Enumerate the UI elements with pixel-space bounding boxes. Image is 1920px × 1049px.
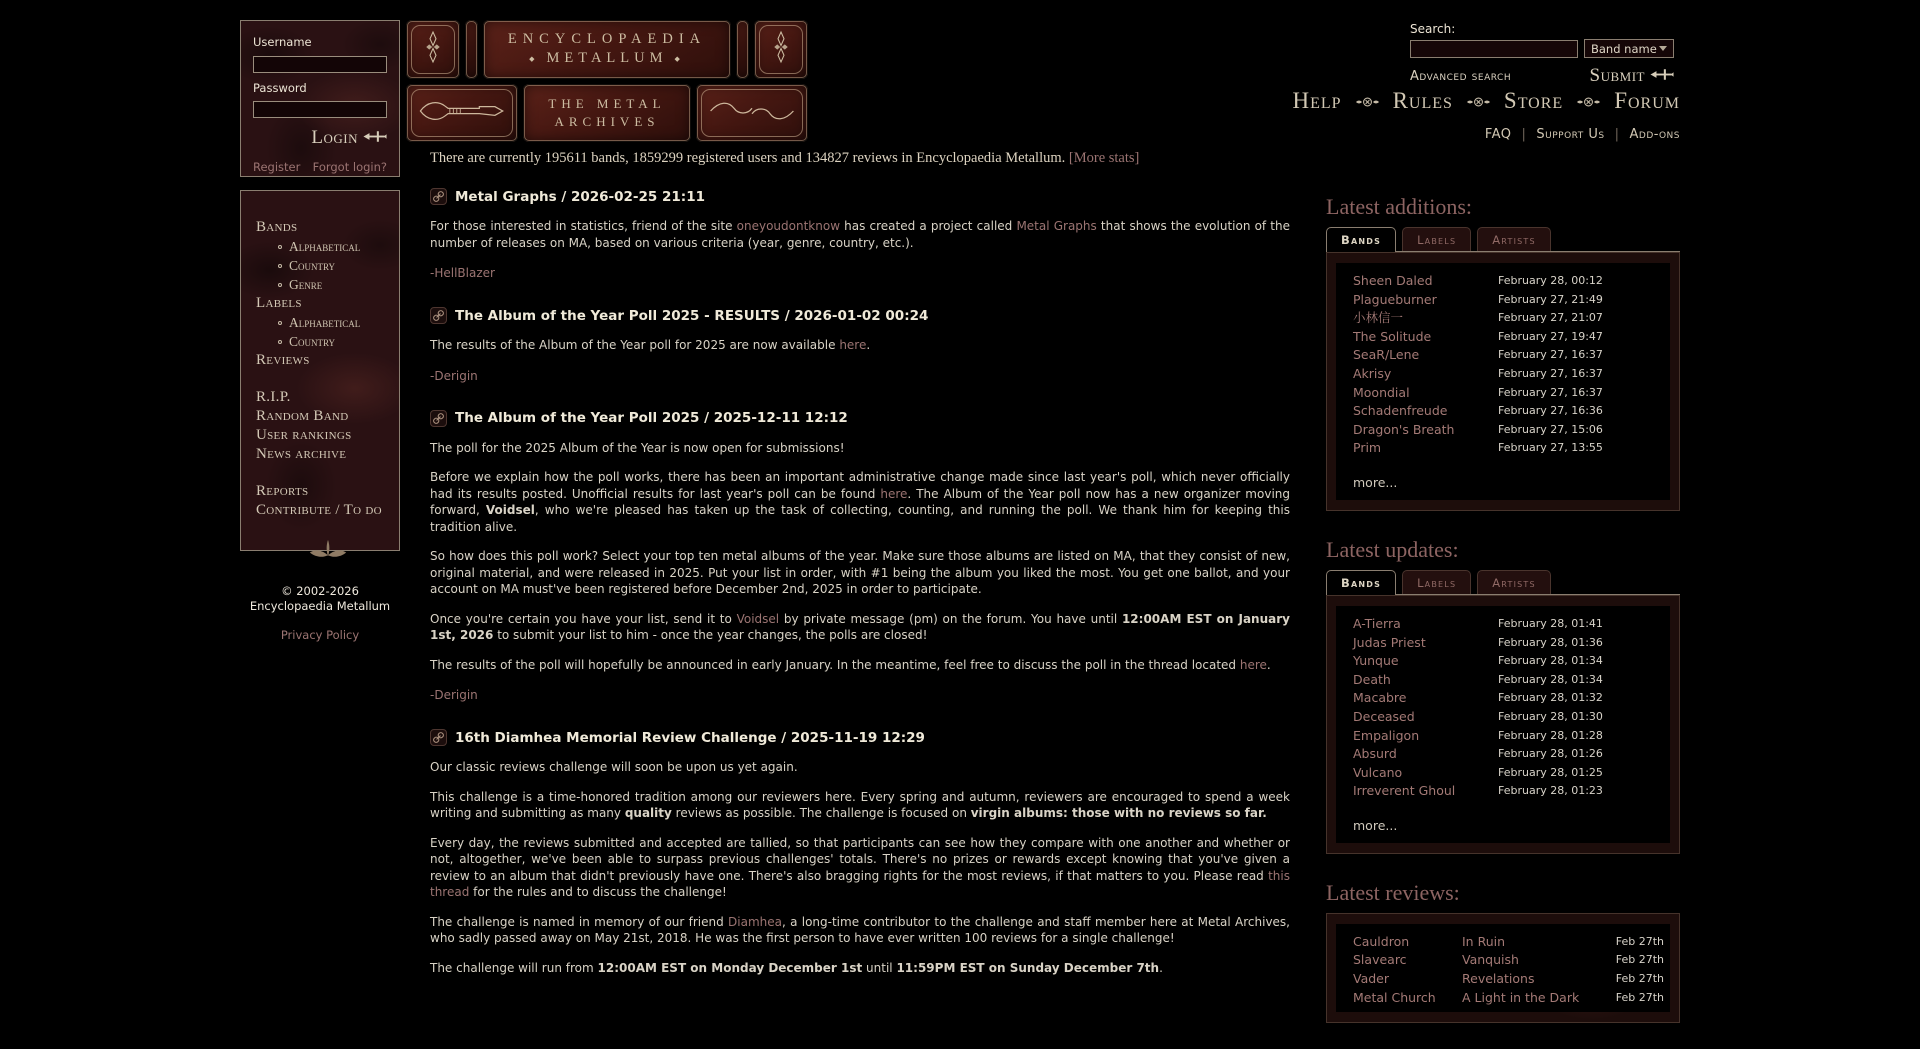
page — [240, 0, 1680, 1005]
sidebar-subitem-label: Genre — [289, 277, 323, 292]
panel-list — [1336, 924, 1670, 1012]
sidebar-subitem-label: Alphabetical — [289, 315, 361, 330]
added-date: February 28, 01:34 — [1498, 672, 1603, 686]
review-row — [1336, 951, 1670, 970]
diamond-icon: ◆ — [674, 54, 685, 63]
news-text-segment: by private message (pm) on the forum. You have until — [779, 611, 1122, 626]
news-title-text: Metal Graphs / 2026-02-25 21:11 — [455, 188, 705, 205]
review-row — [1336, 989, 1670, 1008]
added-date: February 27, 19:47 — [1498, 329, 1603, 343]
tab-artists[interactable]: Artists — [1477, 227, 1551, 251]
nav-rules[interactable]: Rules — [1392, 88, 1453, 113]
news-title-text: The Album of the Year Poll 2025 - RESULTS / 2026-01-02 00:24 — [455, 307, 929, 324]
logo-title-spine — [483, 20, 731, 79]
band-name-link[interactable]: Judas Priest — [1353, 634, 1426, 650]
news-feed — [430, 188, 1290, 976]
tab-bands[interactable]: Bands — [1326, 227, 1396, 252]
news-text-segment: to submit your list to him - once the year changes, the polls are closed! — [493, 628, 928, 642]
review-date: Feb 27th — [1615, 990, 1664, 1004]
list-item — [1336, 291, 1670, 310]
band-name-link[interactable]: Yunque — [1353, 653, 1399, 669]
tab-labels[interactable]: Labels — [1402, 227, 1471, 251]
tab-bands[interactable]: Bands — [1326, 570, 1396, 595]
review-band-link[interactable]: Cauldron — [1353, 933, 1410, 949]
news-signature[interactable]: -HellBlazer — [430, 266, 495, 280]
news-link[interactable]: Metal Graphs — [1016, 219, 1097, 233]
list-item — [1336, 745, 1670, 764]
news-text-segment: for the rules and to discuss the challenge! — [469, 885, 727, 899]
logo-ornament-spine — [406, 20, 460, 79]
sidebar-subitem-genre[interactable] — [256, 275, 399, 294]
news-signature[interactable]: -Derigin — [430, 368, 478, 383]
band-name-link[interactable]: Schadenfreude — [1353, 403, 1448, 419]
news-text-segment: 11:59PM EST on Sunday December 7th — [896, 960, 1160, 975]
news-link[interactable]: here — [839, 338, 867, 352]
news-link[interactable]: here — [880, 486, 908, 501]
news-link[interactable]: here — [1239, 657, 1267, 672]
band-name-link[interactable]: Macabre — [1353, 690, 1407, 706]
news-paragraph — [430, 914, 1290, 947]
more-link[interactable]: more... — [1353, 474, 1398, 490]
panel-title: Latest updates: — [1326, 536, 1459, 562]
more-link[interactable]: more... — [1353, 817, 1398, 833]
ornament-icon — [1576, 88, 1601, 114]
list-item — [1336, 764, 1670, 783]
added-date: February 28, 01:28 — [1498, 728, 1603, 742]
sidebar-subitem-country[interactable] — [256, 256, 399, 275]
list-item — [1336, 272, 1670, 291]
sidebar-subitem-alphabetical[interactable] — [256, 313, 399, 332]
sidebar-subitem-label: Country — [289, 334, 336, 349]
copyright — [240, 584, 400, 643]
news-text-segment: For those interested in statistics, friend of the site — [430, 219, 737, 233]
review-album-link[interactable]: Revelations — [1462, 971, 1535, 987]
tab-labels[interactable]: Labels — [1402, 570, 1471, 594]
review-date: Feb 27th — [1615, 953, 1664, 967]
search-type-select[interactable] — [1584, 39, 1674, 58]
added-date: February 27, 16:37 — [1498, 366, 1603, 380]
list-item — [1336, 671, 1670, 690]
review-band-link[interactable]: Metal Church — [1353, 989, 1436, 1005]
band-name-link[interactable]: The Solitude — [1353, 328, 1432, 344]
news-text-segment: quality — [624, 806, 672, 820]
added-date: February 27, 21:07 — [1498, 311, 1603, 325]
ring-bullet-icon — [278, 283, 282, 287]
logo-thin-spine — [465, 20, 478, 79]
list-item — [1336, 782, 1670, 801]
news-text-segment: . — [1159, 960, 1163, 975]
added-date: February 28, 01:26 — [1498, 747, 1603, 761]
ornament-icon — [1466, 88, 1491, 114]
list-item — [1336, 615, 1670, 634]
news-text-segment: Every day, the reviews submitted and accepted are tallied, so that participants can see how they compare with one another and whether or not, altogether, we've been able to surpass previous challenges' totals. There's no prizes or rewards except knowing that you've given a review to an album that didn't previously have one. There's also bragging rights for the most reviews, if that matters to you. Please read — [430, 835, 1290, 883]
news-post — [430, 729, 1290, 976]
ring-bullet-icon — [278, 245, 282, 249]
band-name-link[interactable]: SeaR/Lene — [1353, 347, 1420, 363]
permalink-icon[interactable] — [430, 410, 447, 427]
news-link[interactable]: this thread — [430, 868, 1290, 899]
sidebar-groups — [256, 218, 399, 520]
news-text-segment: 12:00AM EST on Monday December 1st — [597, 960, 863, 975]
permalink-icon[interactable] — [430, 729, 447, 746]
band-name-link[interactable]: Plagueburner — [1353, 291, 1437, 307]
latest-reviews-panel — [1326, 880, 1680, 1023]
sidebar-subitem-country[interactable] — [256, 332, 399, 351]
added-date: February 28, 01:23 — [1498, 784, 1603, 798]
news-text-segment: So how does this poll work? Select your top ten metal albums of the year. Make sure those albums are listed on MA, that they consist of new, original material, and were released in 2025. Put your list in order, with #1 being the album you liked the most. You get one ballot, and your account on MA must've been registered before December 2nd, 2025 in order to participate. — [430, 549, 1290, 596]
panel-box — [1326, 913, 1680, 1023]
cross-arrow-icon — [363, 127, 387, 149]
news-text-segment: virgin albums: those with no reviews so far. — [970, 806, 1267, 820]
review-album-link[interactable]: Vanquish — [1462, 952, 1519, 968]
panel-list — [1336, 263, 1670, 500]
permalink-icon[interactable] — [430, 307, 447, 324]
review-band-link[interactable]: Slavearc — [1353, 952, 1407, 968]
added-date: February 27, 15:06 — [1498, 422, 1603, 436]
list-item — [1336, 346, 1670, 365]
news-text-segment: , a long-time contributor to the challenge and staff member here at Metal Archives, who sadly passed away on May 21st, 2018. He was the first person to have ever written 100 reviews for a single challenge! — [430, 914, 1290, 945]
news-text-segment: . — [1266, 657, 1271, 672]
news-text-segment: Our classic reviews challenge will soon be upon us yet again. — [430, 760, 798, 774]
site-stats — [430, 150, 1290, 167]
ring-bullet-icon — [278, 264, 282, 268]
copyright-sitename: Encyclopaedia Metallum — [249, 599, 391, 613]
panel-title: Latest reviews: — [1326, 879, 1460, 905]
nav-separator: | — [1614, 127, 1620, 142]
submit-button[interactable] — [1590, 65, 1674, 87]
search-label: Search: — [1410, 22, 1456, 36]
sidebar-group — [256, 218, 399, 370]
register-link[interactable]: Register — [253, 160, 301, 174]
added-date: February 28, 01:34 — [1498, 654, 1603, 668]
username-field[interactable] — [253, 56, 387, 73]
added-date: February 28, 00:12 — [1498, 274, 1603, 287]
band-name-link[interactable]: Deceased — [1353, 708, 1415, 724]
diamond-ornament-icon — [772, 29, 790, 69]
fleur-ornament-icon — [256, 538, 399, 562]
band-name-link[interactable]: A-Tierra — [1353, 615, 1401, 631]
sidebar-item-reports[interactable]: Reports — [256, 483, 309, 499]
review-date: Feb 27th — [1615, 972, 1664, 986]
added-date: February 27, 16:37 — [1498, 348, 1603, 362]
tab-artists[interactable]: Artists — [1477, 570, 1551, 594]
sidebar-menu — [240, 190, 400, 551]
logo-thin-spine — [736, 20, 749, 79]
copyright-years: © 2002-2026 — [281, 584, 359, 598]
sidebar-subitem-alphabetical[interactable] — [256, 237, 399, 256]
more-stats-link[interactable]: [More stats] — [1068, 150, 1140, 166]
review-row — [1336, 933, 1670, 952]
logo-title-line1: ENCYCLOPAEDIA — [507, 31, 707, 48]
site-logo[interactable] — [406, 20, 808, 142]
news-post — [430, 188, 1290, 280]
band-name-link[interactable]: Prim — [1353, 440, 1382, 456]
sidebar-item-news-archive[interactable]: News archive — [256, 446, 347, 462]
sidebar-item-contribute-to-do[interactable]: Contribute / To do — [256, 502, 382, 518]
added-date: February 27, 21:49 — [1498, 292, 1603, 306]
news-text-segment: Once you're certain you have your list, send it to — [430, 611, 737, 626]
ring-bullet-icon — [278, 321, 282, 325]
news-title-text: 16th Diamhea Memorial Review Challenge / 2025-11-19 12:29 — [455, 729, 925, 746]
nav-forum[interactable]: Forum — [1614, 88, 1680, 113]
news-paragraph — [430, 789, 1290, 822]
list-item — [1336, 384, 1670, 403]
news-link[interactable]: oneyoudontknow — [736, 219, 841, 233]
news-text-segment: This challenge is a time-honored tradition among our reviewers here. Every spring and autumn, reviewers are encouraged to spend a week writing and submitting as many — [430, 789, 1290, 820]
privacy-policy-link[interactable]: Privacy Policy — [280, 628, 360, 642]
logo-subtitle-spine — [523, 84, 691, 143]
list-item — [1336, 727, 1670, 746]
guitar-icon — [416, 98, 508, 128]
added-date: February 28, 01:36 — [1498, 635, 1603, 649]
news-paragraph — [430, 469, 1290, 535]
added-date: February 28, 01:41 — [1498, 616, 1603, 630]
panel-tabs — [1326, 227, 1680, 252]
added-date: February 28, 01:25 — [1498, 765, 1603, 779]
news-text-segment: . — [866, 338, 871, 352]
news-text-segment: . The Album of the Year poll now has a new organizer moving forward, — [430, 486, 1290, 517]
review-album-link[interactable]: In Ruin — [1462, 933, 1506, 949]
nav-store[interactable]: Store — [1503, 88, 1564, 113]
news-text-segment: reviews as possible. The challenge is focused on — [671, 806, 971, 820]
list-item — [1336, 309, 1670, 328]
ornament-icon — [1355, 88, 1380, 114]
news-text-segment: Voidsel — [485, 503, 535, 517]
diamond-icon: ◆ — [529, 54, 540, 63]
secondary-nav — [1485, 127, 1680, 142]
news-paragraph — [430, 218, 1290, 251]
sidebar-item-r-i-p[interactable]: R.I.P. — [256, 389, 291, 405]
news-text-segment: that shows the evolution of the number of releases on MA, based on various criteria (year, genre, country, etc.). — [430, 219, 1290, 250]
news-paragraph — [430, 337, 1290, 354]
login-button[interactable] — [311, 127, 387, 149]
username-label: Username — [253, 35, 312, 49]
list-item — [1336, 708, 1670, 727]
news-text-segment: The results of the poll will hopefully be announced in early January. In the meantime, feel free to discuss the poll in the thread located — [430, 657, 1240, 672]
right-column — [1326, 194, 1680, 1049]
news-text-segment: has created a project called — [840, 219, 1017, 233]
password-label: Password — [253, 80, 307, 95]
news-post — [430, 307, 1290, 383]
search-type-value: Band name — [1591, 41, 1657, 56]
news-text-segment: The challenge will run from — [430, 960, 598, 975]
chevron-down-icon — [1659, 46, 1667, 51]
news-paragraph — [430, 657, 1290, 674]
news-text-segment: The poll for the 2025 Album of the Year is now open for submissions! — [430, 440, 845, 455]
sidebar-group — [256, 482, 399, 520]
cross-arrow-icon — [1650, 65, 1674, 87]
sidebar-item-user-rankings[interactable]: User rankings — [256, 427, 352, 443]
submit-button-label: Submit — [1589, 65, 1645, 86]
ring-bullet-icon — [278, 340, 282, 344]
review-album-link[interactable]: A Light in the Dark — [1462, 989, 1580, 1005]
panel-list — [1336, 606, 1670, 843]
sidebar-item-labels[interactable]: Labels — [256, 295, 302, 311]
news-link[interactable]: Voidsel — [736, 611, 780, 626]
added-date: February 27, 13:55 — [1498, 441, 1603, 455]
login-box — [240, 20, 400, 177]
nav-help[interactable]: Help — [1292, 88, 1342, 113]
added-date: February 27, 16:36 — [1498, 404, 1603, 418]
review-date: Feb 27th — [1615, 934, 1664, 948]
news-text-segment: 12:00AM EST on January 1st, 2026 — [430, 611, 1290, 642]
nav-add-ons[interactable]: Add-ons — [1629, 127, 1680, 142]
band-name-link[interactable]: Dragon's Breath — [1353, 421, 1455, 437]
news-title-text: The Album of the Year Poll 2025 / 2025-12-11 12:12 — [455, 410, 848, 426]
main-content — [430, 150, 1290, 1003]
news-paragraph — [430, 835, 1290, 901]
logo-guitar-spine — [406, 84, 518, 143]
news-link[interactable]: Diamhea — [728, 914, 782, 929]
search-area — [1410, 22, 1680, 87]
nav-support-us[interactable]: Support Us — [1536, 127, 1605, 142]
review-row — [1336, 970, 1670, 989]
band-name-link[interactable]: Akrisy — [1353, 365, 1392, 381]
news-paragraph — [430, 548, 1290, 598]
panel-title: Latest additions: — [1326, 194, 1473, 219]
band-name-link[interactable]: Death — [1353, 671, 1391, 687]
latest-additions-panel — [1326, 194, 1680, 511]
list-item — [1336, 652, 1670, 671]
permalink-icon[interactable] — [430, 188, 447, 205]
nav-faq[interactable]: FAQ — [1484, 127, 1512, 142]
band-name-link[interactable]: Sheen Daled — [1353, 273, 1433, 288]
panel-tabs — [1326, 570, 1680, 595]
news-signature[interactable]: -Derigin — [430, 688, 478, 702]
band-name-link[interactable]: Moondial — [1353, 384, 1410, 400]
added-date: February 28, 01:32 — [1498, 691, 1603, 705]
sidebar-group — [256, 388, 399, 464]
logo-flourish-spine — [696, 84, 808, 143]
list-item — [1336, 634, 1670, 653]
logo-title-line2: METALLUM — [546, 50, 668, 67]
news-text-segment: The challenge is named in memory of our friend — [430, 914, 729, 929]
band-name-link[interactable]: Irreverent Ghoul — [1353, 783, 1456, 799]
added-date: February 28, 01:30 — [1498, 709, 1603, 723]
review-band-link[interactable]: Vader — [1353, 971, 1390, 987]
list-item — [1336, 402, 1670, 421]
news-text-segment: until — [862, 960, 897, 975]
panel-box — [1326, 252, 1680, 511]
forgot-login-link[interactable]: Forgot login? — [312, 160, 387, 174]
latest-updates-panel — [1326, 537, 1680, 854]
login-button-label: Login — [311, 127, 358, 148]
nav-separator: | — [1521, 127, 1527, 142]
added-date: February 27, 16:37 — [1498, 385, 1603, 399]
logo-subtitle-line1: THE METAL — [548, 95, 666, 111]
sidebar-subitem-label: Alphabetical — [289, 239, 361, 254]
news-paragraph — [430, 960, 1290, 977]
logo-subtitle-line2: ARCHIVES — [554, 113, 660, 129]
band-name-link[interactable]: Empaligon — [1353, 727, 1420, 743]
advanced-search-link[interactable]: Advanced search — [1410, 68, 1512, 84]
diamond-ornament-icon — [424, 29, 442, 69]
news-paragraph — [430, 611, 1290, 644]
list-item — [1336, 365, 1670, 384]
sidebar-subitem-label: Country — [289, 258, 336, 273]
news-post — [430, 410, 1290, 703]
list-item — [1336, 439, 1670, 458]
news-paragraph — [430, 759, 1290, 776]
list-item — [1336, 421, 1670, 440]
news-text-segment: , who we're pleased has taken up the task of collecting, counting, and running the poll. We thank him for keeping this tradition alive. — [430, 503, 1290, 534]
panel-box — [1326, 595, 1680, 854]
sidebar-item-random-band[interactable]: Random Band — [256, 408, 349, 424]
search-input[interactable] — [1410, 40, 1578, 58]
flourish-icon — [707, 99, 797, 127]
band-name-link[interactable]: Absurd — [1353, 746, 1397, 762]
band-name-link[interactable]: 小林信一 — [1353, 310, 1404, 326]
sidebar-item-bands[interactable]: Bands — [256, 219, 298, 235]
list-item — [1336, 689, 1670, 708]
logo-ornament-spine — [754, 20, 808, 79]
password-field[interactable] — [253, 101, 387, 118]
primary-nav — [1293, 88, 1681, 114]
news-text-segment: The results of the Album of the Year poll for 2025 are now available — [430, 338, 840, 352]
sidebar-item-reviews[interactable]: Reviews — [256, 352, 310, 368]
stats-text: There are currently 195611 bands, 1859299 registered users and 134827 reviews in Encyclopaedia Metallum. — [430, 150, 1069, 166]
news-paragraph — [430, 440, 1290, 457]
band-name-link[interactable]: Vulcano — [1353, 764, 1403, 780]
news-text-segment: Before we explain how the poll works, there has been an important administrative change made since last year's poll, which never officially had its results posted. Unofficial results for last year's poll can be found — [430, 470, 1290, 501]
list-item — [1336, 328, 1670, 347]
